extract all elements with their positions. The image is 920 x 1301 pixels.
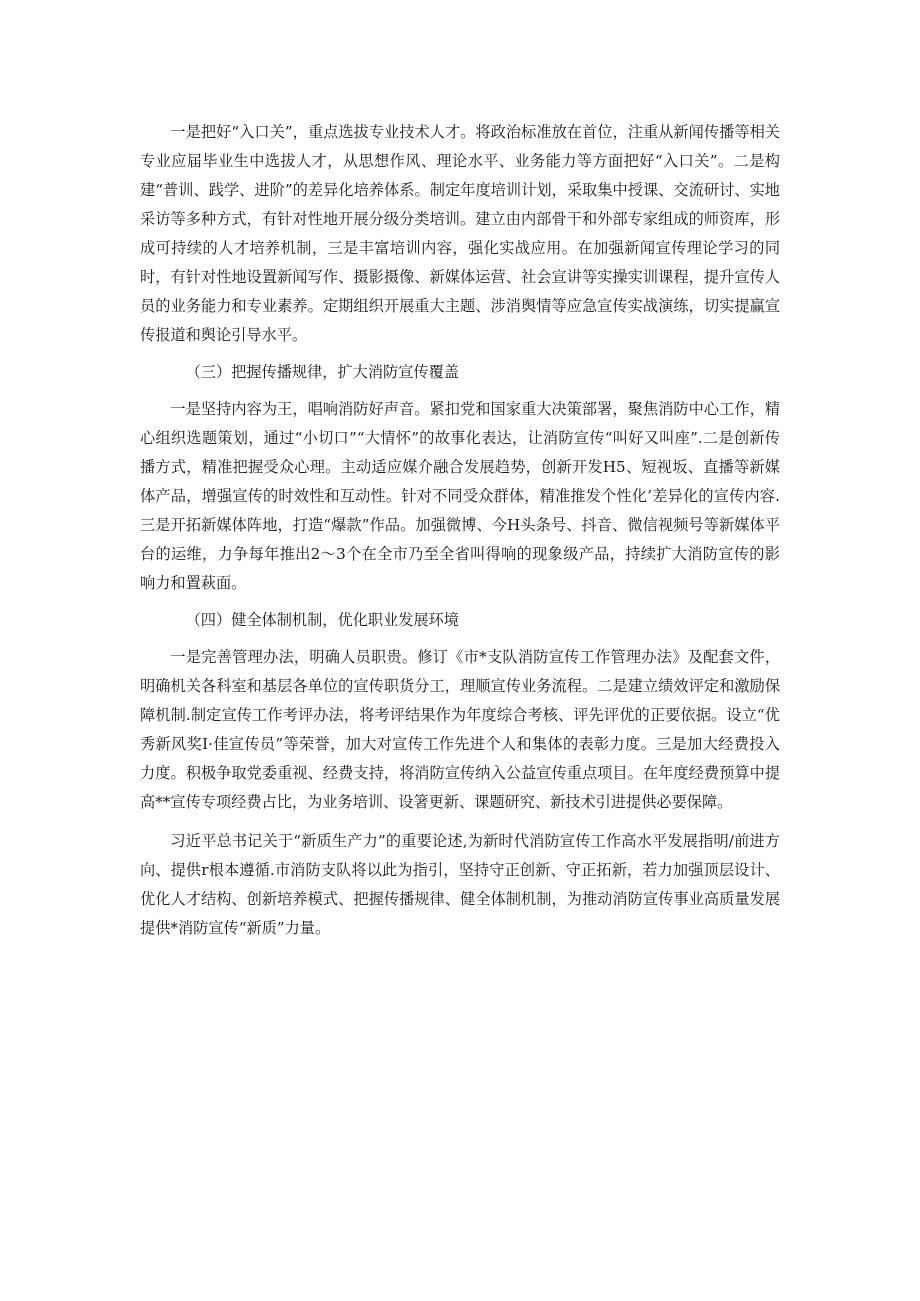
document-body: [140, 118, 780, 943]
paragraph-management: 一是完善管理办法，明确人员职贵。修订《市*支队消防宣传工作管理办法》及配套文件，明确机关各科室和基层各单位的宣传职货分工，理顺宣传业务流程。二是建立绩效评定和激励保障机制.制定宣传工作考评办法，将考评结果作为年度综合考核、评先评优的正要依据。设立“优秀新风奖I·佳宣传员”等荣誉，加大对宣传工作先进个人和集体的表彰力度。三是加大经费投入力度。积极争取党委重视、经费支持，将消防宣传纳入公益宣传重点项目。在年度经费预算中提高**宣传专项经费占比，为业务培训、设箸更新、课题研究、新技术引进提供必要保障。: [140, 648, 780, 811]
paragraph-communication: 一是坚持内容为王，唱响消防好声音。紧扣党和国家重大决策部署，聚焦消防中心工作，精心组织选题策划，通过“小切口”“大情怀”的故事化表达，让消防宣传“叫好又叫座”.二是创新传播方式，精准把握受众心理。主动适应媒介融合发展趋势，创新开发H5、短视坂、直播等新媒体产品，增强宣传的时效性和互动性。针对不同受众群体，精准推发个性化’差异化的宣传内容.三是开拓新媒体阵地，打造“爆款”作品。加强微博、今H头条号、抖音、微信视频号等新媒体平台的运维，力争每年推出2〜3个在全市乃至全省叫得响的现象级产品，持续扩大消防宣传的影响力和置萩面。: [140, 400, 780, 592]
section-heading-4: （四）健全体制机制，优化职业发展环境: [185, 611, 459, 629]
paragraph-talent-selection: 一是把好“入口关”，重点选拔专业技术人才。将政治标准放在首位，注重从新闻传播等相关专业应届毕业生中选拔人才，从思想作风、理论水平、业务能力等方面把好“入口关”。二是构建“普训、践学、进阶”的差异化培养体系。制定年度培训计划，采取集中授课、交流研讨、实地采访等多种方式，有针对性地开展分级分类培训。建立由内部骨干和外部专家组成的师资库，形成可持续的人才培养机制，三是丰富培训内容，强化实战应用。在加强新闻宣传理论学习的同时，有针对性地设置新闻写作、摄影摄像、新媒体运营、社会宣讲等实操实训课程，提升宣传人员的业务能力和专业素养。定期组织开展重大主题、涉消舆情等应急宣传实战演练，切实提赢宣传报道和舆论引导水平。: [140, 123, 780, 344]
paragraph-conclusion: 习近平总书记关于“新质生产力”的重要论述,为新时代消防宣传工作高水平发展指明/前进方向、提供r根本遵循.市消防支队将以此为指引，坚持守正创新、守正拓新，若力加强顶层设计、优化人才结构、创新培养模式、把握传播规律、健全体制机制，为推动消防宣传事业高质量发展提供*消防宣传“新质”力量。: [140, 832, 780, 937]
section-heading-3: （三）把握传播规律，扩大消防宣传覆盖: [185, 363, 459, 381]
